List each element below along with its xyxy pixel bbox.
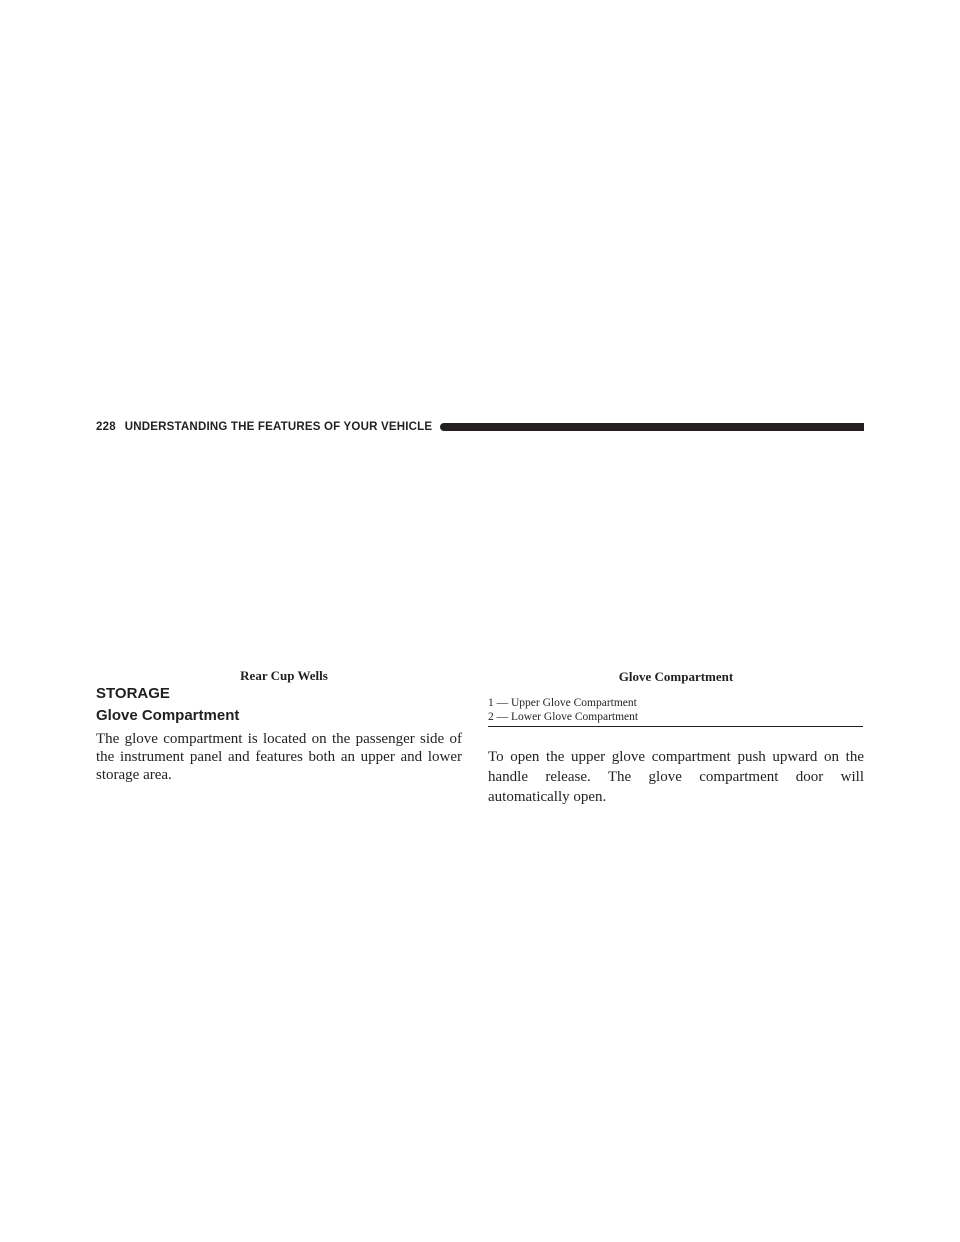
header-rule xyxy=(440,423,864,431)
page-number: 228 xyxy=(96,421,116,433)
body-paragraph-right: To open the upper glove compartment push upward on the handle release. The glove compartment door will automatically open. xyxy=(488,749,864,805)
section-title: UNDERSTANDING THE FEATURES OF YOUR VEHICLE xyxy=(124,421,433,433)
legend-item: 1 — Upper Glove Compartment xyxy=(488,697,637,709)
page-header xyxy=(96,419,864,435)
subsection-heading: Glove Compartment xyxy=(96,707,240,724)
section-heading: STORAGE xyxy=(96,685,170,702)
figure-legend xyxy=(488,696,863,727)
body-paragraph-left: The glove compartment is located on the passenger side of the instrument panel and features both an upper and lower storage area. xyxy=(96,731,462,783)
figure-caption-rear-cup-wells: Rear Cup Wells xyxy=(240,668,328,683)
figure-caption-glove-compartment: Glove Compartment xyxy=(618,669,734,684)
legend-item: 2 — Lower Glove Compartment xyxy=(488,711,639,723)
